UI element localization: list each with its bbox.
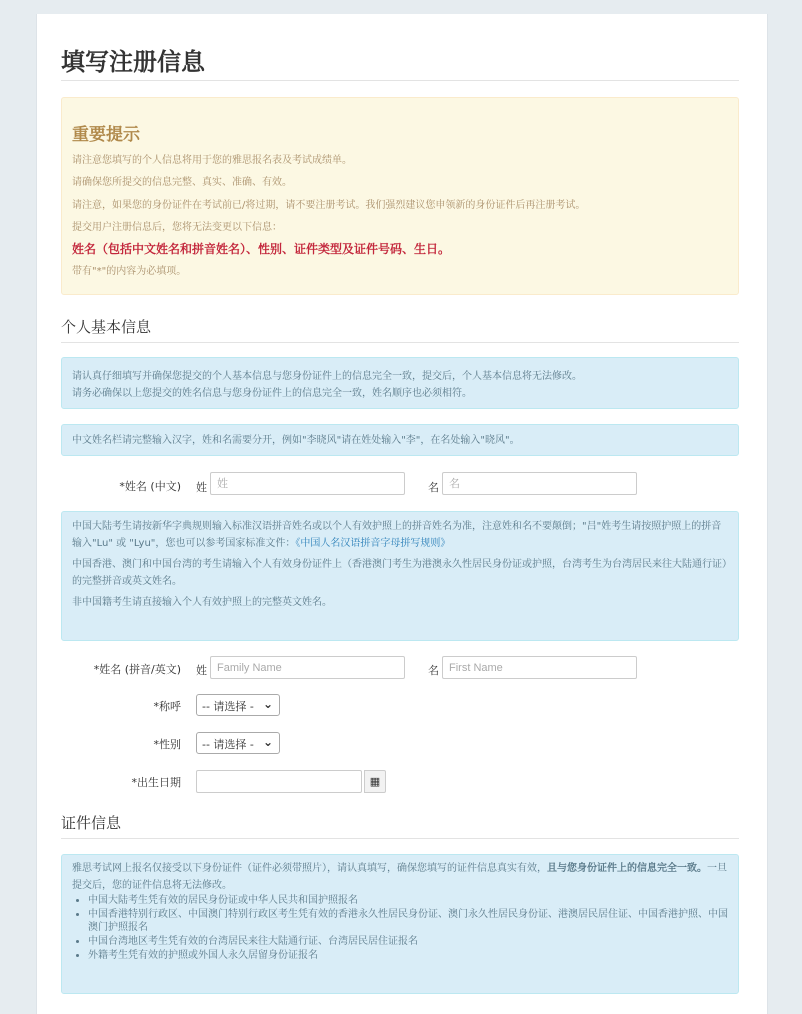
info-text — [72, 518, 728, 552]
info-text: 中国香港、澳门和中国台湾的考生请输入个人有效身份证件上（香港澳门考生为港澳永久性居民身份证或护照，台湾考生为台湾居民来往大陆通行证）的完整拼音或英文姓名。 — [72, 559, 727, 587]
list-item: • 中国台湾地区考生凭有效的台湾居民来往大陆通行证、台湾居民居住证报名 — [88, 935, 728, 948]
en-name-label: *姓名 (拼音/英文) — [93, 663, 181, 676]
notice-line: 提交用户注册信息后，您将无法变更以下信息： — [72, 221, 282, 233]
notice-line: 请确保您所提交的信息完整、真实、准确、有效。 — [72, 177, 292, 189]
id-intro — [72, 860, 728, 894]
salutation-label: *称呼 — [153, 700, 181, 713]
select-value: -- 请选择 - — [202, 700, 254, 713]
notice-heading: 重要提示 — [72, 125, 140, 145]
basic-info-alert — [61, 357, 739, 409]
divider — [61, 80, 739, 81]
id-types-list — [88, 894, 728, 962]
list-item: • 中国香港特别行政区、中国澳门特别行政区考生凭有效的香港永久性居民身份证、澳门永久性居民身份证、港澳居民居住证、中国香港护照、中国澳门护照报名 — [88, 908, 728, 934]
registration-card — [36, 14, 768, 1014]
calendar-icon[interactable]: ▦ — [364, 770, 386, 793]
info-text: 中文姓名栏请完整输入汉字，姓和名需要分开，例如"李晓风"请在姓处输入"李"，在名处输入"晓风"。 — [72, 435, 520, 446]
cn-given-name-input[interactable] — [442, 472, 637, 495]
family-name-input[interactable] — [210, 656, 405, 679]
dob-label: *出生日期 — [131, 776, 181, 789]
id-info-alert — [61, 854, 739, 994]
list-item: • 中国大陆考生凭有效的居民身份证或中华人民共和国护照报名 — [88, 894, 728, 907]
pinyin-rules-link[interactable]: 《中国人名汉语拼音字母拼写规则》 — [295, 538, 451, 549]
info-text-bold: 且与您身份证件上的信息完全一致。 — [547, 863, 707, 874]
important-notice — [61, 97, 739, 295]
surname-label: 姓 — [196, 481, 207, 494]
info-text: 一旦提交后，您的证件信息将无法修改。 — [72, 863, 727, 891]
chinese-name-alert — [61, 424, 739, 456]
given-name-label: 名 — [428, 481, 439, 494]
page-title: 填写注册信息 — [61, 48, 205, 76]
notice-line: 请注意您填写的个人信息将用于您的雅思报名表及考试成绩单。 — [72, 155, 352, 166]
info-text-a: 中国大陆考生请按新华字典规则输入标准汉语拼音姓名或以个人有效护照上的拼音姓名为准，注意姓和名不要颠倒；"吕"姓考生请按照护照上的拼音输入"Lu" 或 "Lyu"，您也可以参考国家标准文件： — [72, 521, 722, 549]
notice-locked-fields: 姓名（包括中文姓名和拼音姓名）、性别、证件类型及证件号码、生日。 — [72, 242, 451, 257]
section-heading-id: 证件信息 — [61, 814, 122, 832]
chevron-down-icon: ⌄ — [262, 735, 273, 749]
salutation-select[interactable] — [196, 694, 280, 716]
info-text: 雅思考试网上报名仅接受以下身份证件（证件必须带照片），请认真填写，确保您填写的证件信息真实有效， — [72, 863, 547, 874]
surname-label: 姓 — [196, 664, 207, 677]
select-value: -- 请选择 - — [202, 738, 254, 751]
divider — [61, 342, 739, 343]
divider — [61, 838, 739, 839]
section-heading-basic: 个人基本信息 — [61, 318, 152, 336]
list-item: • 外籍考生凭有效的护照或外国人永久居留身份证报名 — [88, 949, 728, 962]
notice-line: 请注意，如果您的身份证件在考试前已/将过期，请不要注册考试。我们强烈建议您申领新的身份证件后再注册考试。 — [72, 199, 586, 211]
info-text: 请务必确保以上您提交的姓名信息与您身份证件上的信息完全一致，姓名顺序也必须相符。 — [72, 388, 472, 399]
cn-name-label: *姓名 (中文) — [119, 480, 181, 493]
pinyin-name-alert — [61, 511, 739, 641]
gender-label: *性别 — [153, 738, 181, 751]
notice-required: 带有"*"的内容为必填项。 — [72, 266, 187, 278]
given-name-label: 名 — [428, 664, 439, 677]
first-name-input[interactable] — [442, 656, 637, 679]
info-text: 请认真仔细填写并确保您提交的个人基本信息与您身份证件上的信息完全一致，提交后，个人基本信息将无法修改。 — [72, 371, 582, 382]
cn-surname-input[interactable] — [210, 472, 405, 495]
info-text: 非中国籍考生请直接输入个人有效护照上的完整英文姓名。 — [72, 597, 332, 608]
gender-select[interactable] — [196, 732, 280, 754]
dob-input[interactable] — [196, 770, 362, 793]
chevron-down-icon: ⌄ — [262, 697, 273, 711]
